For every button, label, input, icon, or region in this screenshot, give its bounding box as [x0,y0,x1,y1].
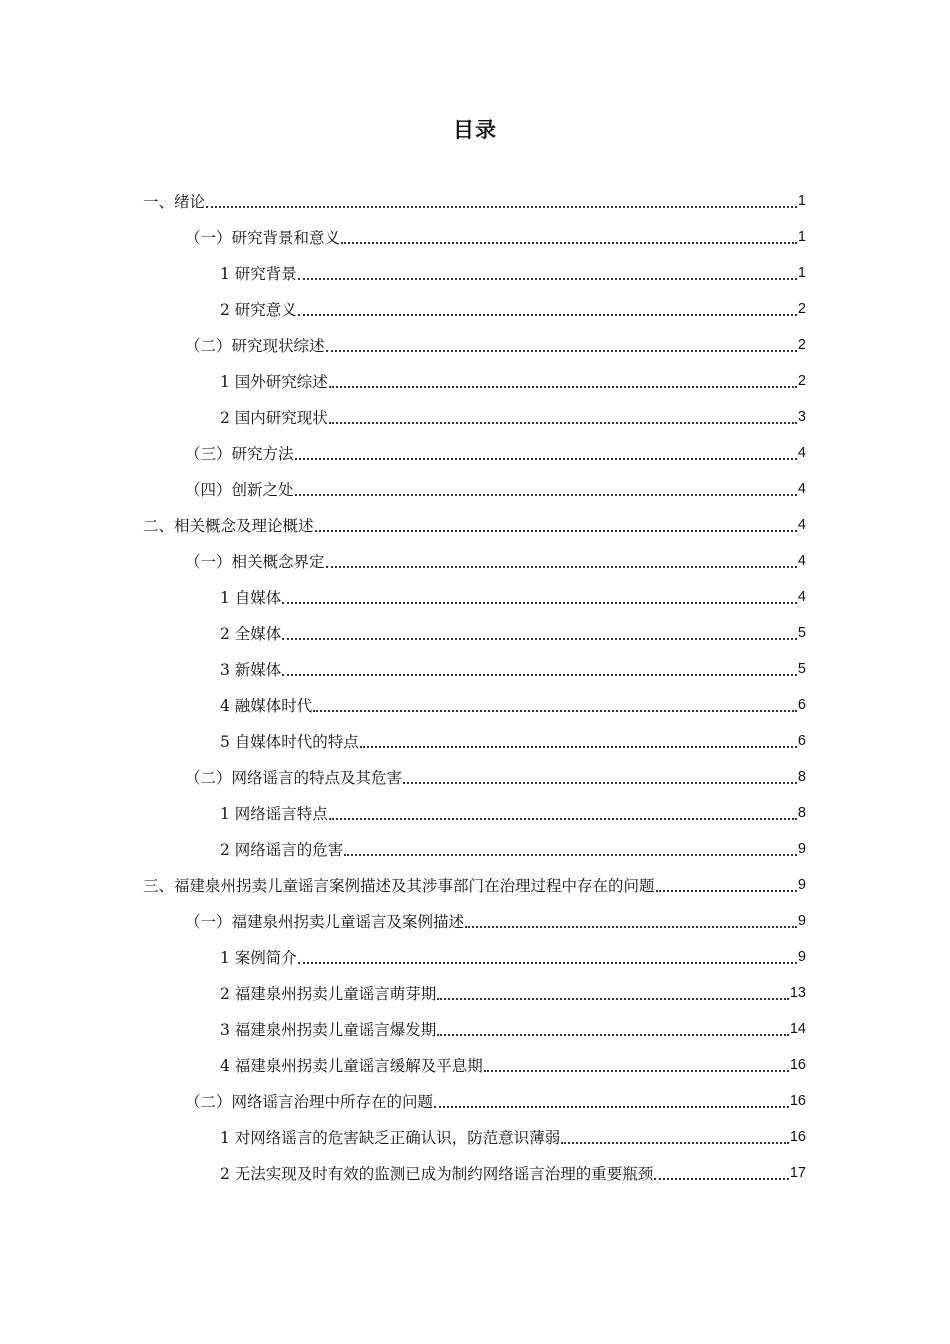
toc-dot-leader [437,1034,789,1036]
toc-page-number: 4 [797,481,806,497]
toc-dot-leader [344,854,797,856]
toc-dot-leader [484,1070,789,1072]
toc-page-number: 16 [789,1057,806,1073]
toc-entry[interactable] [0,255,950,291]
toc-dot-leader [437,998,789,1000]
toc-dot-leader [360,746,797,748]
toc-dot-leader [295,494,797,496]
toc-entry[interactable] [0,507,950,543]
toc-page-number: 3 [797,409,806,425]
toc-entry[interactable] [0,543,950,579]
toc-page-number: 1 [797,229,806,245]
toc-page-number: 9 [797,913,806,929]
toc-page-number: 9 [797,841,806,857]
toc-entry-text: 1 研究背景 [220,265,297,283]
toc-page-number: 5 [797,625,806,641]
toc-dot-leader [282,674,797,676]
toc-entry[interactable] [0,1155,950,1191]
toc-dot-leader [656,890,797,892]
toc-page-number: 4 [797,445,806,461]
toc-entry[interactable] [0,1011,950,1047]
toc-entry[interactable] [0,399,950,435]
toc-page-number: 1 [797,265,806,281]
toc-entry-text: 5 自媒体时代的特点 [220,733,359,751]
toc-page-number: 14 [789,1021,806,1037]
toc-entry-text: （四）创新之处 [185,481,294,499]
toc-entry[interactable] [0,759,950,795]
toc-dot-leader [654,1178,789,1180]
toc-page-number: 2 [797,373,806,389]
toc-entry-text: 三、福建泉州拐卖儿童谣言案例描述及其涉事部门在治理过程中存在的问题 [143,877,655,895]
toc-entry[interactable] [0,579,950,615]
toc-entry-text: 1 国外研究综述 [220,373,328,391]
toc-page-number: 2 [797,337,806,353]
toc-entry-text: （一）相关概念界定 [185,553,325,571]
toc-page-number: 2 [797,301,806,317]
toc-entry-text: 二、相关概念及理论概述 [143,517,314,535]
toc-page-number: 1 [797,193,806,209]
toc-entry-text: 4 融媒体时代 [220,697,313,715]
toc-dot-leader [329,386,797,388]
toc-entry-text: （二）网络谣言治理中所存在的问题 [185,1093,434,1111]
toc-entry[interactable] [0,651,950,687]
toc-entry[interactable] [0,939,950,975]
toc-entry[interactable] [0,867,950,903]
toc-entry-text: （三）研究方法 [185,445,294,463]
toc-entry[interactable] [0,183,950,219]
toc-entry-text: （一）福建泉州拐卖儿童谣言及案例描述 [185,913,465,931]
toc-dot-leader [298,314,797,316]
toc-entry[interactable] [0,363,950,399]
toc-entry-text: （二）研究现状综述 [185,337,325,355]
toc-entry[interactable] [0,795,950,831]
toc-entry[interactable] [0,291,950,327]
toc-entry-text: 1 自媒体 [220,589,282,607]
toc-dot-leader [295,458,797,460]
toc-page-number: 9 [797,877,806,893]
toc-entry[interactable] [0,903,950,939]
toc-entry-text: 2 研究意义 [220,301,297,319]
toc-dot-leader [282,602,797,604]
toc-entry-text: 2 无法实现及时有效的监测已成为制约网络谣言治理的重要瓶颈 [220,1165,654,1183]
toc-dot-leader [282,638,797,640]
toc-entry[interactable] [0,435,950,471]
toc-entry[interactable] [0,1119,950,1155]
toc-entry[interactable] [0,687,950,723]
toc-entry-text: 1 网络谣言特点 [220,805,328,823]
toc-dot-leader [434,1106,789,1108]
toc-entry-text: 4 福建泉州拐卖儿童谣言缓解及平息期 [220,1057,483,1075]
toc-entry-text: 2 网络谣言的危害 [220,841,344,859]
toc-dot-leader [206,206,797,208]
toc-dot-leader [326,350,797,352]
toc-page-number: 13 [789,985,806,1001]
toc-entry-text: （一）研究背景和意义 [185,229,341,247]
toc-page-number: 4 [797,517,806,533]
toc-entry-text: 2 福建泉州拐卖儿童谣言萌芽期 [220,985,437,1003]
toc-dot-leader [341,242,797,244]
toc-dot-leader [326,566,797,568]
toc-entry-text: 1 案例简介 [220,949,297,967]
toc-entry[interactable] [0,975,950,1011]
toc-title: 目录 [453,118,497,142]
toc-entry[interactable] [0,723,950,759]
toc-page-number: 6 [797,697,806,713]
toc-entry[interactable] [0,831,950,867]
toc-entry[interactable] [0,1047,950,1083]
toc-page-number: 6 [797,733,806,749]
toc-page-number: 9 [797,949,806,965]
toc-dot-leader [561,1142,789,1144]
toc-entry-text: （二）网络谣言的特点及其危害 [185,769,403,787]
toc-page-number: 16 [789,1093,806,1109]
toc-dot-leader [329,422,797,424]
toc-dot-leader [315,530,797,532]
toc-dot-leader [298,278,797,280]
toc-entry-text: 3 福建泉州拐卖儿童谣言爆发期 [220,1021,437,1039]
toc-entry[interactable] [0,327,950,363]
toc-entry[interactable] [0,471,950,507]
toc-dot-leader [465,926,797,928]
toc-dot-leader [298,962,797,964]
toc-entry-text: 一、绪论 [143,193,206,211]
toc-page-number: 5 [797,661,806,677]
toc-page-number: 8 [797,769,806,785]
toc-entry[interactable] [0,219,950,255]
toc-entry-text: 1 对网络谣言的危害缺乏正确认识，防范意识薄弱 [220,1129,561,1147]
toc-dot-leader [403,782,797,784]
toc-page-number: 4 [797,553,806,569]
toc-entry[interactable] [0,1083,950,1119]
toc-page-number: 8 [797,805,806,821]
toc-page-number: 17 [789,1165,806,1181]
toc-entry-text: 3 新媒体 [220,661,282,679]
toc-page-number: 16 [789,1129,806,1145]
toc-entry-text: 2 全媒体 [220,625,282,643]
toc-page-number: 4 [797,589,806,605]
toc-entry-text: 2 国内研究现状 [220,409,328,427]
toc-dot-leader [329,818,797,820]
toc-list [0,183,950,1191]
toc-entry[interactable] [0,615,950,651]
toc-dot-leader [313,710,797,712]
